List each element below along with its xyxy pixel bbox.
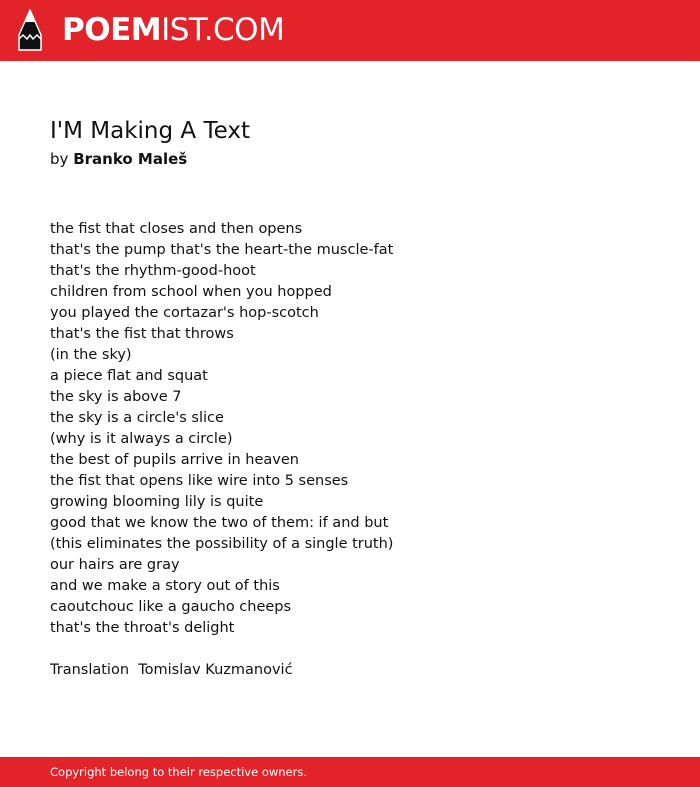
- logo-bold-text: POEM: [62, 12, 162, 48]
- poem-line: that's the fist that throws: [50, 326, 234, 342]
- poem-line: that's the pump that's the heart-the muscle-fat: [50, 242, 394, 258]
- poem-line: growing blooming lily is quite: [50, 494, 264, 510]
- poem-line: our hairs are gray: [50, 557, 180, 573]
- byline: [50, 149, 187, 169]
- author-name[interactable]: Branko Maleš: [73, 150, 188, 168]
- site-logo[interactable]: [62, 12, 284, 48]
- poem-line: the sky is a circle's slice: [50, 410, 224, 426]
- poem-line: that's the rhythm-good-hoot: [50, 263, 256, 279]
- copyright-text: Copyright belong to their respective owners.: [50, 765, 308, 779]
- poem-line: (this eliminates the possibility of a single truth): [50, 536, 394, 552]
- poem-title: I'M Making A Text: [50, 118, 250, 144]
- poem-line: (in the sky): [50, 347, 132, 363]
- pencil-tip-icon[interactable]: [17, 9, 43, 51]
- poem-line: the fist that closes and then opens: [50, 221, 303, 237]
- poem-line: caoutchouc like a gaucho cheeps: [50, 599, 292, 615]
- logo-light-text: IST.COM: [161, 12, 285, 48]
- poem-line: good that we know the two of them: if and but: [50, 515, 389, 531]
- poem-line: a piece flat and squat: [50, 368, 208, 384]
- site-header: [0, 0, 700, 61]
- poem-line: you played the cortazar's hop-scotch: [50, 305, 319, 321]
- poem-body: [50, 219, 393, 639]
- poem-line: and we make a story out of this: [50, 578, 280, 594]
- translation-credit: Translation Tomislav Kuzmanović: [50, 662, 293, 678]
- by-label: by: [50, 150, 69, 168]
- poem-line: (why is it always a circle): [50, 431, 233, 447]
- poem-line: the best of pupils arrive in heaven: [50, 452, 299, 468]
- poem-line: children from school when you hopped: [50, 284, 332, 300]
- poem-line: the sky is above 7: [50, 389, 182, 405]
- poem-line: the fist that opens like wire into 5 senses: [50, 473, 349, 489]
- site-footer: [0, 757, 700, 787]
- poem-line: that's the throat's delight: [50, 620, 235, 636]
